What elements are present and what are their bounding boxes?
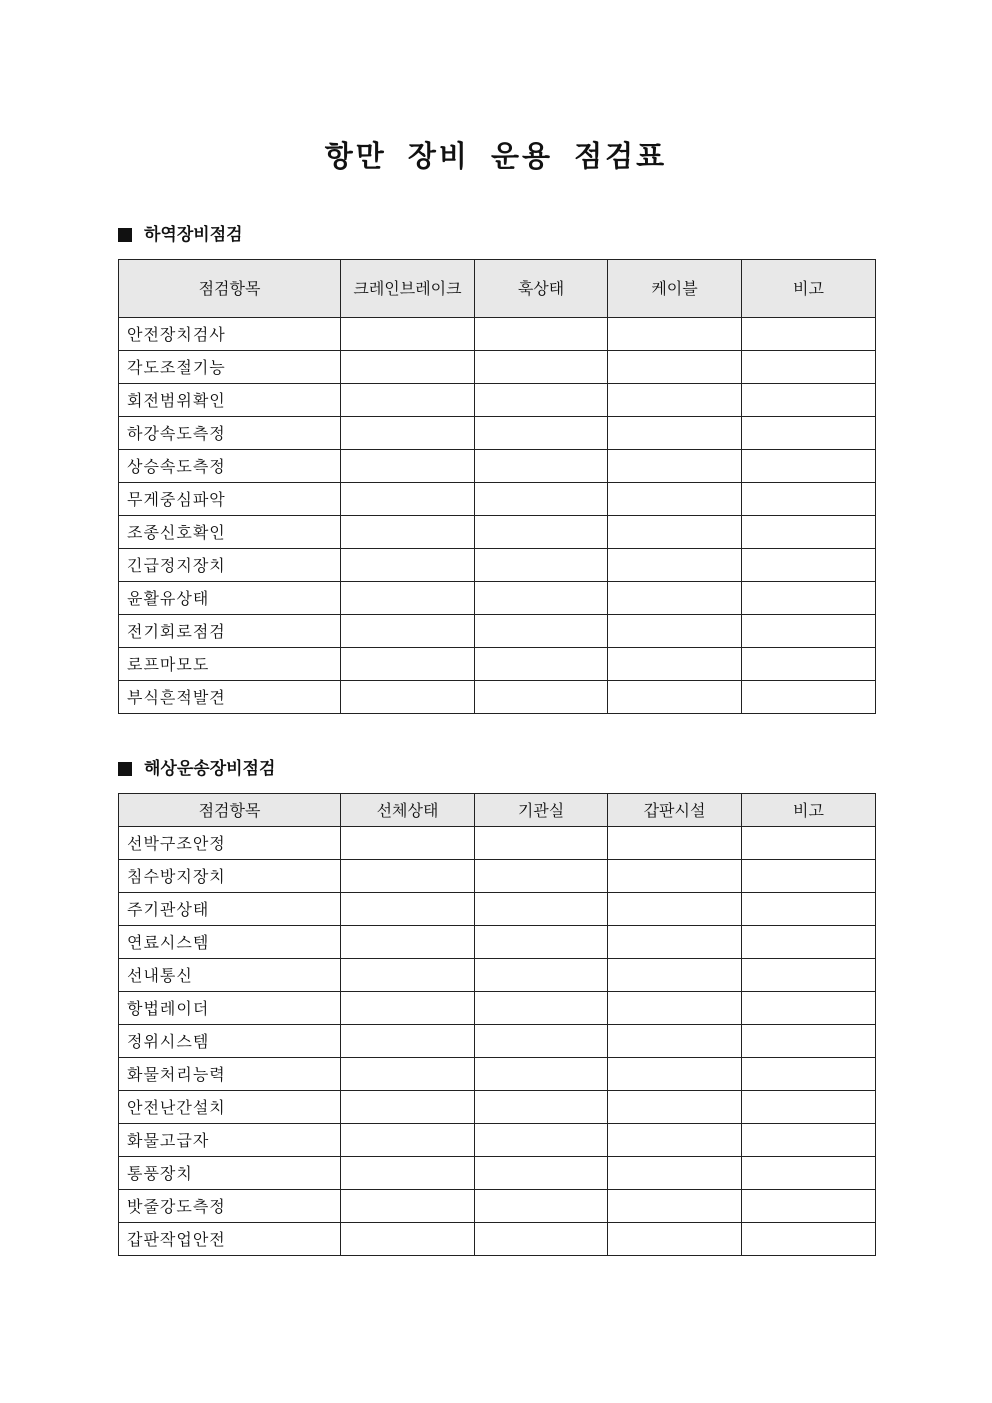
check-cell[interactable] bbox=[742, 1058, 876, 1091]
check-item-label: 안전장치검사 bbox=[119, 318, 341, 351]
column-header-hook-condition: 훅상태 bbox=[475, 260, 608, 318]
column-header-item: 점검항목 bbox=[119, 794, 341, 827]
check-item-label: 침수방지장치 bbox=[119, 860, 341, 893]
check-item-label: 갑판작업안전 bbox=[119, 1223, 341, 1256]
section-heading-cargo-handling bbox=[118, 223, 243, 247]
check-item-label: 로프마모도 bbox=[119, 648, 341, 681]
table-row bbox=[119, 827, 876, 860]
check-item-label: 선내통신 bbox=[119, 959, 341, 992]
table-row bbox=[119, 1124, 876, 1157]
check-item-label: 윤활유상태 bbox=[119, 582, 341, 615]
table-row bbox=[119, 1157, 876, 1190]
check-cell[interactable] bbox=[608, 1124, 742, 1157]
check-cell[interactable] bbox=[608, 384, 742, 417]
check-item-label: 상승속도측정 bbox=[119, 450, 341, 483]
table-row bbox=[119, 893, 876, 926]
square-bullet-icon bbox=[118, 228, 132, 242]
check-cell[interactable] bbox=[742, 615, 876, 648]
check-cell[interactable] bbox=[742, 417, 876, 450]
table-row bbox=[119, 926, 876, 959]
check-cell[interactable] bbox=[742, 450, 876, 483]
table-row bbox=[119, 959, 876, 992]
column-header-remarks: 비고 bbox=[742, 794, 876, 827]
check-cell[interactable] bbox=[608, 483, 742, 516]
check-cell[interactable] bbox=[475, 1058, 608, 1091]
table-row bbox=[119, 549, 876, 582]
check-cell[interactable] bbox=[475, 827, 608, 860]
check-cell[interactable] bbox=[475, 926, 608, 959]
check-cell[interactable] bbox=[475, 1025, 608, 1058]
check-cell[interactable] bbox=[475, 1157, 608, 1190]
check-cell[interactable] bbox=[742, 1025, 876, 1058]
check-cell[interactable] bbox=[341, 1025, 475, 1058]
check-item-label: 정위시스템 bbox=[119, 1025, 341, 1058]
check-cell[interactable] bbox=[475, 615, 608, 648]
check-cell[interactable] bbox=[742, 893, 876, 926]
check-cell[interactable] bbox=[608, 1025, 742, 1058]
check-cell[interactable] bbox=[341, 1058, 475, 1091]
check-cell[interactable] bbox=[475, 893, 608, 926]
check-cell[interactable] bbox=[341, 992, 475, 1025]
check-item-label: 밧줄강도측정 bbox=[119, 1190, 341, 1223]
check-cell[interactable] bbox=[742, 926, 876, 959]
check-cell[interactable] bbox=[341, 615, 475, 648]
check-cell[interactable] bbox=[475, 318, 608, 351]
check-cell[interactable] bbox=[742, 648, 876, 681]
check-cell[interactable] bbox=[608, 992, 742, 1025]
table-row bbox=[119, 1091, 876, 1124]
table-row bbox=[119, 1025, 876, 1058]
check-cell[interactable] bbox=[608, 549, 742, 582]
check-item-label: 부식흔적발견 bbox=[119, 681, 341, 714]
check-cell[interactable] bbox=[341, 450, 475, 483]
check-cell[interactable] bbox=[742, 384, 876, 417]
check-cell[interactable] bbox=[475, 1091, 608, 1124]
check-cell[interactable] bbox=[341, 582, 475, 615]
check-cell[interactable] bbox=[475, 648, 608, 681]
table-header-row bbox=[119, 794, 876, 827]
check-cell[interactable] bbox=[608, 681, 742, 714]
check-cell[interactable] bbox=[608, 318, 742, 351]
check-item-label: 회전범위확인 bbox=[119, 384, 341, 417]
check-cell[interactable] bbox=[341, 1091, 475, 1124]
check-item-label: 조종신호확인 bbox=[119, 516, 341, 549]
table-row bbox=[119, 1058, 876, 1091]
check-cell[interactable] bbox=[475, 582, 608, 615]
page-title: 항만 장비 운용 점검표 bbox=[324, 139, 668, 173]
check-cell[interactable] bbox=[475, 483, 608, 516]
check-cell[interactable] bbox=[341, 417, 475, 450]
check-item-label: 안전난간설치 bbox=[119, 1091, 341, 1124]
check-item-label: 긴급정지장치 bbox=[119, 549, 341, 582]
check-cell[interactable] bbox=[742, 1190, 876, 1223]
table-row bbox=[119, 992, 876, 1025]
check-cell[interactable] bbox=[608, 1223, 742, 1256]
check-cell[interactable] bbox=[341, 549, 475, 582]
check-cell[interactable] bbox=[341, 483, 475, 516]
check-cell[interactable] bbox=[608, 582, 742, 615]
table-row bbox=[119, 417, 876, 450]
check-cell[interactable] bbox=[608, 648, 742, 681]
check-cell[interactable] bbox=[608, 860, 742, 893]
check-cell[interactable] bbox=[608, 1058, 742, 1091]
check-cell[interactable] bbox=[475, 417, 608, 450]
check-cell[interactable] bbox=[608, 417, 742, 450]
check-cell[interactable] bbox=[341, 1124, 475, 1157]
check-cell[interactable] bbox=[341, 1223, 475, 1256]
check-cell[interactable] bbox=[341, 959, 475, 992]
column-header-remarks: 비고 bbox=[742, 260, 876, 318]
section-heading-label: 해상운송장비점검 bbox=[144, 759, 276, 779]
check-cell[interactable] bbox=[475, 681, 608, 714]
check-cell[interactable] bbox=[475, 1223, 608, 1256]
check-cell[interactable] bbox=[341, 926, 475, 959]
check-item-label: 무게중심파악 bbox=[119, 483, 341, 516]
check-item-label: 선박구조안정 bbox=[119, 827, 341, 860]
marine-transport-check-table bbox=[118, 793, 876, 1256]
check-item-label: 전기회로점검 bbox=[119, 615, 341, 648]
table-row bbox=[119, 1223, 876, 1256]
check-cell[interactable] bbox=[742, 516, 876, 549]
table-row bbox=[119, 860, 876, 893]
check-cell[interactable] bbox=[742, 959, 876, 992]
check-cell[interactable] bbox=[341, 648, 475, 681]
check-cell[interactable] bbox=[742, 549, 876, 582]
check-cell[interactable] bbox=[608, 893, 742, 926]
table-header-row bbox=[119, 260, 876, 318]
table-row bbox=[119, 516, 876, 549]
check-item-label: 통풍장치 bbox=[119, 1157, 341, 1190]
check-cell[interactable] bbox=[608, 827, 742, 860]
check-cell[interactable] bbox=[608, 516, 742, 549]
column-header-engine-room: 기관실 bbox=[475, 794, 608, 827]
table-row bbox=[119, 1190, 876, 1223]
check-cell[interactable] bbox=[608, 1190, 742, 1223]
check-cell[interactable] bbox=[475, 992, 608, 1025]
section-heading-label: 하역장비점검 bbox=[144, 225, 243, 245]
cargo-handling-check-table bbox=[118, 259, 876, 714]
check-cell[interactable] bbox=[341, 1190, 475, 1223]
table-row bbox=[119, 483, 876, 516]
table-row bbox=[119, 384, 876, 417]
check-cell[interactable] bbox=[341, 384, 475, 417]
column-header-item: 점검항목 bbox=[119, 260, 341, 318]
table-row bbox=[119, 615, 876, 648]
check-cell[interactable] bbox=[608, 1091, 742, 1124]
check-cell[interactable] bbox=[475, 450, 608, 483]
check-cell[interactable] bbox=[742, 483, 876, 516]
check-item-label: 주기관상태 bbox=[119, 893, 341, 926]
column-header-cable: 케이블 bbox=[608, 260, 742, 318]
check-cell[interactable] bbox=[475, 959, 608, 992]
check-cell[interactable] bbox=[341, 893, 475, 926]
check-cell[interactable] bbox=[608, 351, 742, 384]
check-cell[interactable] bbox=[341, 516, 475, 549]
section-heading-marine-transport bbox=[118, 757, 275, 781]
check-item-label: 화물고급자 bbox=[119, 1124, 341, 1157]
check-cell[interactable] bbox=[608, 959, 742, 992]
check-cell[interactable] bbox=[742, 1124, 876, 1157]
check-cell[interactable] bbox=[475, 351, 608, 384]
check-cell[interactable] bbox=[608, 450, 742, 483]
check-cell[interactable] bbox=[475, 1190, 608, 1223]
check-cell[interactable] bbox=[341, 827, 475, 860]
check-cell[interactable] bbox=[341, 681, 475, 714]
check-item-label: 화물처리능력 bbox=[119, 1058, 341, 1091]
check-item-label: 항법레이더 bbox=[119, 992, 341, 1025]
check-cell[interactable] bbox=[341, 860, 475, 893]
check-cell[interactable] bbox=[608, 615, 742, 648]
column-header-crane-brake: 크레인브레이크 bbox=[341, 260, 475, 318]
table-row bbox=[119, 351, 876, 384]
check-item-label: 하강속도측정 bbox=[119, 417, 341, 450]
table-row bbox=[119, 318, 876, 351]
check-cell[interactable] bbox=[742, 1223, 876, 1256]
check-cell[interactable] bbox=[742, 582, 876, 615]
table-row bbox=[119, 648, 876, 681]
check-cell[interactable] bbox=[475, 516, 608, 549]
check-cell[interactable] bbox=[608, 1157, 742, 1190]
check-item-label: 각도조절기능 bbox=[119, 351, 341, 384]
check-cell[interactable] bbox=[475, 1124, 608, 1157]
check-cell[interactable] bbox=[742, 860, 876, 893]
check-item-label: 연료시스템 bbox=[119, 926, 341, 959]
check-cell[interactable] bbox=[608, 926, 742, 959]
column-header-deck-facilities: 갑판시설 bbox=[608, 794, 742, 827]
check-cell[interactable] bbox=[742, 1157, 876, 1190]
check-cell[interactable] bbox=[742, 681, 876, 714]
check-cell[interactable] bbox=[742, 318, 876, 351]
check-cell[interactable] bbox=[475, 549, 608, 582]
check-cell[interactable] bbox=[475, 860, 608, 893]
check-cell[interactable] bbox=[742, 1091, 876, 1124]
table-row bbox=[119, 582, 876, 615]
check-cell[interactable] bbox=[341, 318, 475, 351]
check-cell[interactable] bbox=[475, 384, 608, 417]
square-bullet-icon bbox=[118, 762, 132, 776]
check-cell[interactable] bbox=[742, 992, 876, 1025]
column-header-hull-condition: 선체상태 bbox=[341, 794, 475, 827]
check-cell[interactable] bbox=[341, 351, 475, 384]
check-cell[interactable] bbox=[742, 827, 876, 860]
check-cell[interactable] bbox=[341, 1157, 475, 1190]
check-cell[interactable] bbox=[742, 351, 876, 384]
table-row bbox=[119, 681, 876, 714]
table-row bbox=[119, 450, 876, 483]
